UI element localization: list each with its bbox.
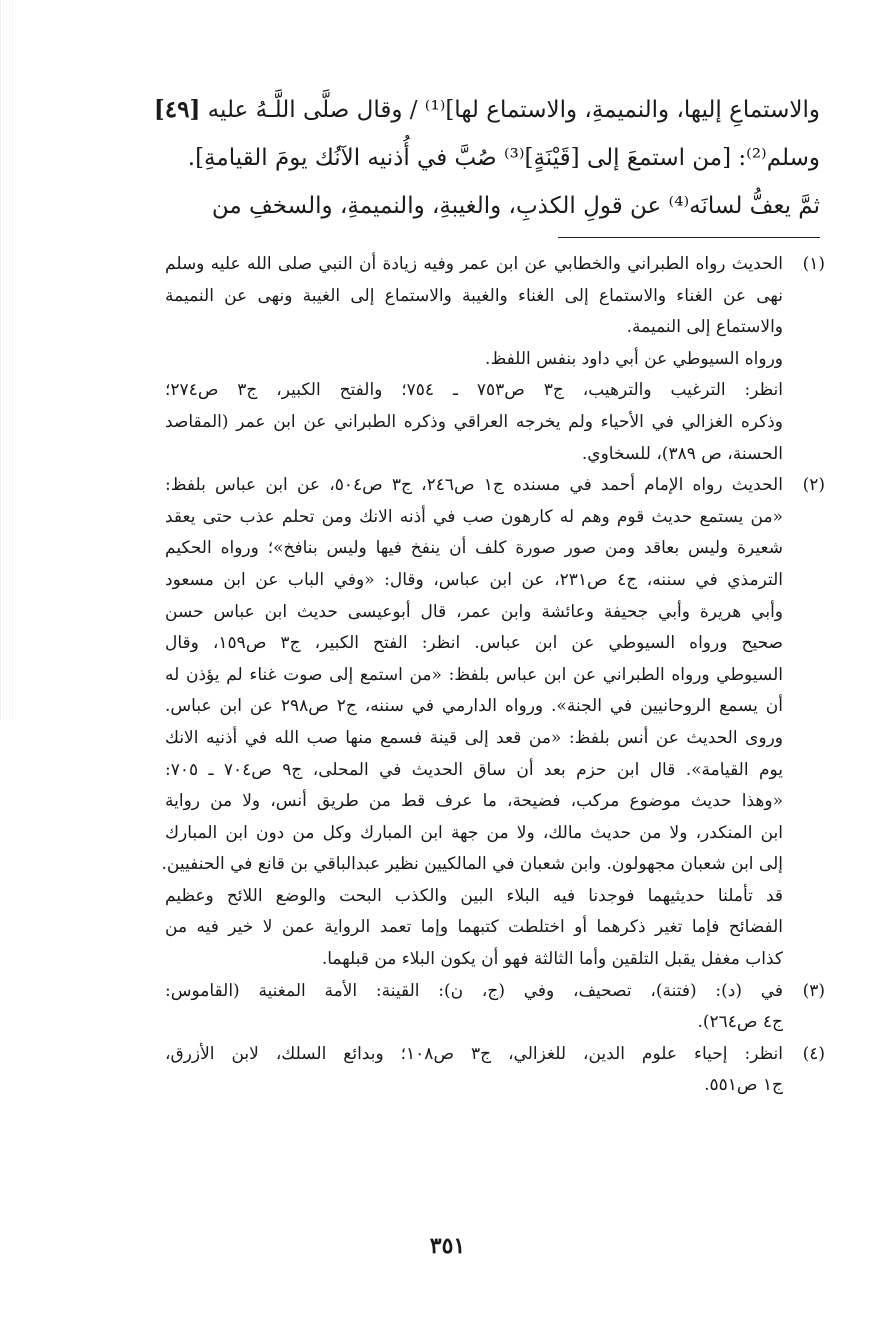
footnote-line: «من يستمع حديث قوم وهم له كارهون صب في أذنه الانك ومن تحلم عذب حتى يعقد [165, 506, 783, 527]
footnote-line: نهى عن الغناء والاستماع إلى الغناء والغيبة والاستماع إلى الغيبة ونهى عن النميمة [165, 285, 783, 306]
footnote-line: قد تأملنا حديثيهما فوجدنا فيه البلاء البين والكذب البحت والوضع اللائح وعظيم [165, 885, 783, 906]
main-text-line-3: ثمَّ يعفُّ لسانَه⁽⁴⁾ عن قولِ الكذبِ، والغيبةِ، والنميمةِ، والسخفِ من [211, 193, 820, 219]
footnote-line: الفضائح فإما تغير ذكرهما أو اختلطت كتبهما وإما تعمد الرواية عمن لا خير فيه من [165, 917, 783, 938]
footnote-number: (٢) [802, 475, 825, 496]
footnote-line: الحسنة، ص ٣٨٩)، للسخاوي. [581, 443, 783, 464]
footnote-separator-rule [558, 237, 820, 238]
footnote-line: انظر: الترغيب والترهيب، ج٣ ص٧٥٣ ـ ٧٥٤؛ والفتح الكبير، ج٣ ص٢٧٤؛ [165, 380, 784, 401]
footnote-3 [165, 976, 825, 1039]
footnote-line: ج١ ص٥٥١. [704, 1075, 783, 1096]
footnote-number: (٤) [802, 1043, 825, 1064]
footnote-line: «وهذا حديث موضوع مركب، فضيحة، ما عرف قط من طريق أنس، ولا من رواية [165, 791, 783, 812]
footnote-line: في (د): (فتنة)، تصحيف، وفي (ج، ن): القينة: الأمة المغنية (القاموس: [165, 980, 783, 1001]
margin-reference: [٤٩] [153, 96, 201, 123]
footnote-line: وروى الحديث عن أنس بلفظ: «من قعد إلى قينة فسمع منها صب الله في أذنيه الانك [165, 727, 783, 748]
footnote-line: أن يسمع الروحانيين في الجنة». ورواه الدارمي في سننه، ج٢ ص٢٩٨ عن ابن عباس. [165, 696, 783, 717]
footnote-line: وأبي هريرة وأبي جحيفة وعائشة وابن عمر، قال أبوعيسى حديث ابن عباس حسن [165, 601, 783, 622]
main-text-block [153, 86, 820, 230]
footnote-number: (٣) [802, 980, 825, 1001]
footnote-number: (١) [802, 254, 825, 274]
footnote-line: والاستماع إلى النميمة. [626, 317, 783, 338]
footnote-line: يوم القيامة». قال ابن حزم بعد أن ساق الحديث في المحلى، ج٩ ص٧٠٤ ـ ٧٠٥: [165, 759, 783, 780]
footnote-2 [161, 470, 825, 976]
footnote-line: شعيرة وليس بعاقد ومن صور صورة كلف أن ينفخ فيها وليس بنافخ»؛ ورواه الحكيم [165, 538, 783, 559]
footnote-line: صحيح ورواه السيوطي عن ابن عباس. انظر: الفتح الكبير، ج٣ ص١٥٩، وقال [165, 633, 783, 654]
footnote-1 [165, 249, 825, 470]
footnote-line: إلى ابن شعبان مجهولون. وابن شعبان في المالكيين نظير عبدالباقي بن قانع في الحنفيين. [161, 854, 783, 875]
main-text-line-1 [153, 86, 820, 134]
footnote-line: ج٤ ص٢٦٤). [697, 1012, 783, 1033]
page-number: ٣٥١ [429, 1233, 466, 1259]
footnote-line: الحديث رواه الطبراني والخطابي عن ابن عمر وفيه زيادة أن النبي صلى الله عليه وسلم [165, 254, 783, 274]
footnotes-block [161, 249, 825, 1102]
footnote-line: الحديث رواه الإمام أحمد في مسنده ج١ ص٢٤٦، ج٣ ص٥٠٤، عن ابن عباس بلفظ: [165, 475, 783, 496]
footnote-line: ابن المنكدر، ولا من حديث مالك، ولا من جهة ابن المبارك وكل من دون ابن المبارك [165, 822, 783, 843]
footnote-line: ورواه السيوطي عن أبي داود بنفس اللفظ. [485, 348, 783, 369]
footnote-line: الترمذي في سننه، ج٤ ص٢٣١، عن ابن عباس، وقال: «وفي الباب عن ابن مسعود [165, 569, 783, 590]
scan-edge-artifact [0, 0, 14, 720]
footnote-line: السيوطي ورواه الطبراني عن ابن عباس بلفظ: «من استمع إلى صوت غناء لم يؤذن له [165, 664, 783, 685]
footnote-line: وذكره الغزالي في الأحياء ولم يخرجه العراقي وذكره الطبراني عن ابن عمر (المقاصد [165, 411, 783, 432]
footnote-4 [165, 1039, 825, 1102]
footnote-line: كذاب مغفل يقبل التلقين وأما الثالثة فهو أن يكون البلاء من قبلهما. [321, 949, 783, 970]
main-text-line-2: وسلم⁽²⁾: [من استمعَ إلى [قَيْنَةٍ]⁽³⁾ صُبَّ في أُذنيه الآنُك يومَ القيامةِ]. [187, 145, 820, 171]
footnote-line: انظر: إحياء علوم الدين، للغزالي، ج٣ ص١٠٨؛ وبدائع السلك، لابن الأزرق، [165, 1043, 783, 1064]
main-text-line-1-content: والاستماعِ إليها، والنميمةِ، والاستماع لها]⁽¹⁾ / وقال صلَّى اللَّـهُ عليه [207, 97, 820, 123]
